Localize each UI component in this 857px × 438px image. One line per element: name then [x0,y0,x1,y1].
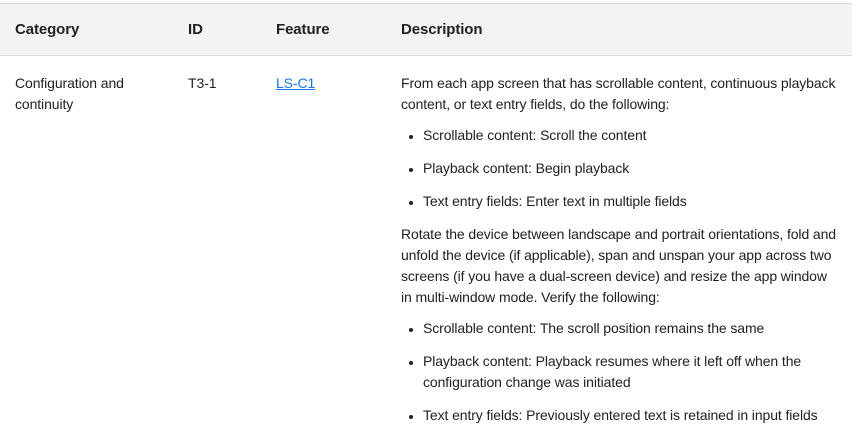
table-row [0,56,852,438]
list-item: • Playback content: Begin playback [423,158,840,179]
cell-category: Configuration and continuity [15,75,124,112]
description-list-1 [401,125,840,212]
cell-feature [261,56,386,438]
cell-id: T3-1 [173,56,261,438]
description-paragraph-2: Rotate the device between landscape and portrait orientations, fold and unfold the device (if applicable), span and unspan your app across two screens (if you have a dual-screen device) and resize the app window in multi-window mode. Verify the following: [401,226,836,305]
list-item: • Text entry fields: Enter text in multiple fields [423,191,840,212]
table-header-row [0,4,852,56]
column-header-id: ID [173,4,261,56]
list-item: • Scrollable content: Scroll the content [423,125,840,146]
description-paragraph-1: From each app screen that has scrollable content, continuous playback content, or text entry fields, do the following: [401,75,836,112]
column-header-description: Description [386,4,852,56]
list-item: • Playback content: Playback resumes where it left off when the configuration change was initiated [423,351,840,393]
description-list-2 [401,318,840,426]
cell-description [386,56,852,438]
quality-criteria-table [0,3,852,438]
column-header-feature: Feature [261,4,386,56]
column-header-category: Category [0,4,173,56]
list-item: • Text entry fields: Previously entered text is retained in input fields [423,405,840,426]
feature-link[interactable]: LS-C1 [276,75,316,91]
list-item: • Scrollable content: The scroll position remains the same [423,318,840,339]
